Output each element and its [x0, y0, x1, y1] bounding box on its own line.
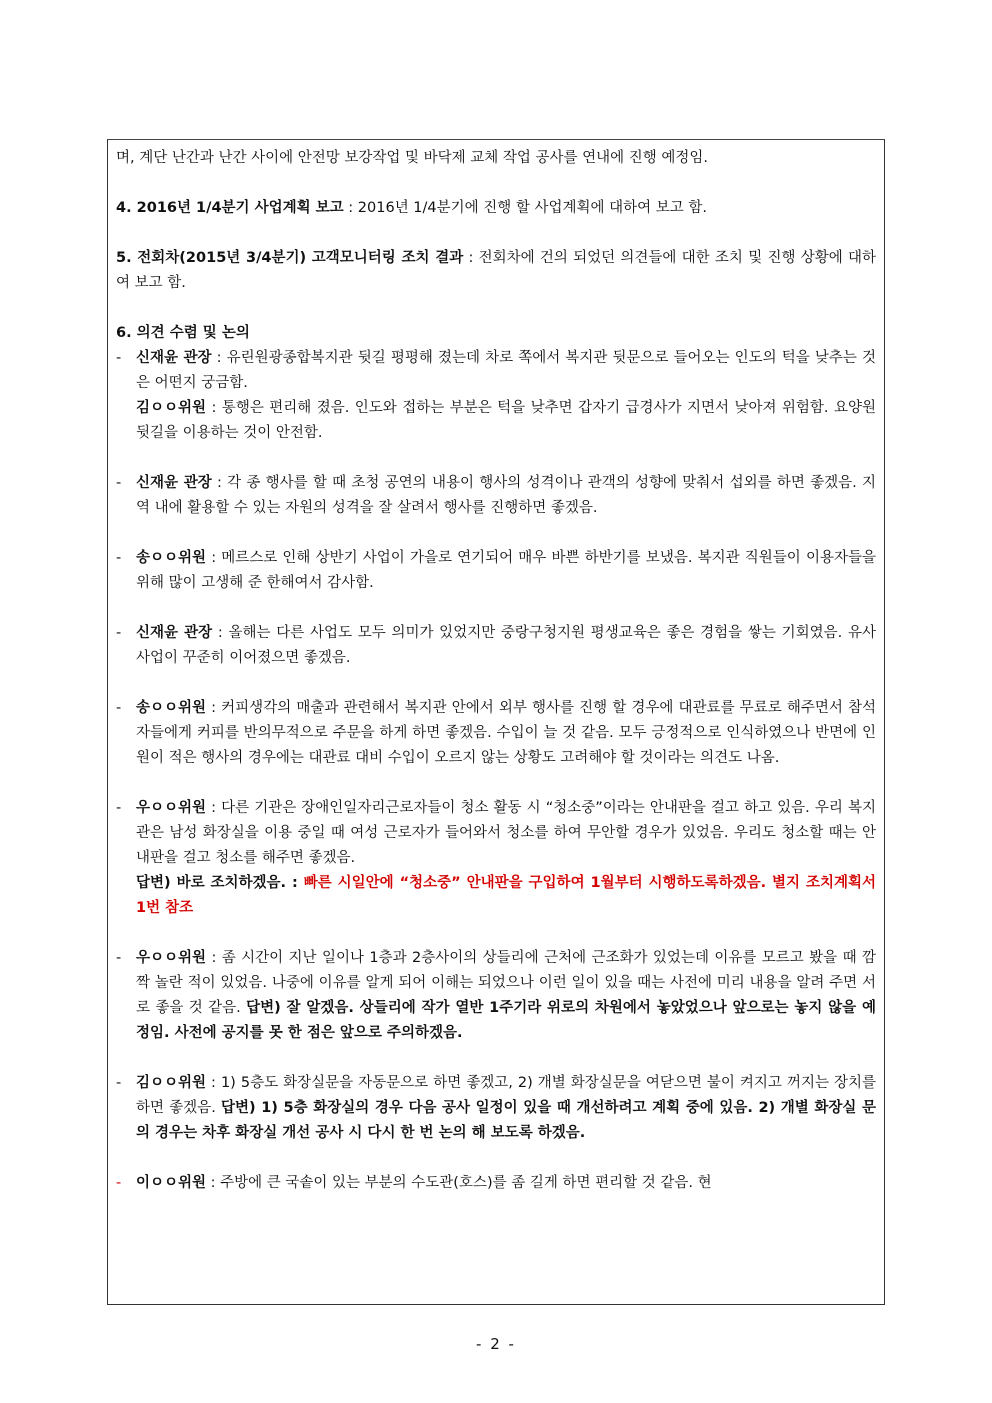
dash-marker: - — [116, 1175, 122, 1191]
page-number: - 2 - — [476, 1335, 516, 1353]
opinion-text: : 1) 5층도 화장실문을 자동문으로 하면 좋겠고, 2) 개별 화장실문을 여닫으면 불이 켜지고 꺼지는 장치를 하면 좋겠음. — [136, 1075, 876, 1116]
speaker-name: 신재윤 관장 — [136, 475, 212, 491]
dash-marker: - — [116, 700, 122, 716]
answer-text: 답변) 1) 5층 화장실의 경우 다음 공사 일정이 있을 때 개선하려고 계획 중에 있음. 2) 개별 화장실 문의 경우는 차후 화장실 개선 공사 시 다시 한 번 논의 해 보도록 하겠음. — [136, 1100, 876, 1141]
reply-text: : 통행은 편리해 졌음. 인도와 접하는 부분은 턱을 낮추면 갑자기 급경사가 지면서 낮아져 위험함. 요양원뒷길을 이용하는 것이 안전함. — [136, 400, 876, 441]
opinion-item — [116, 471, 876, 521]
intro-line: 며, 계단 난간과 난간 사이에 안전망 보강작업 및 바닥제 교체 작업 공사를 연내에 진행 예정임. — [116, 150, 709, 166]
dash-marker: - — [116, 625, 122, 641]
dash-marker: - — [116, 350, 122, 366]
opinion-text: : 좀 시간이 지난 일이나 1층과 2층사이의 상들리에 근처에 근조화가 있었는데 이유를 모르고 봤을 때 깜짝 놀란 적이 있었음. 나중에 이유를 알게 되어 이해는 되었으나 이런 일이 있을 때는 사전에 미리 내용을 알려 주면 서로 좋을 것 같음. — [136, 950, 876, 1016]
dash-marker: - — [116, 1075, 122, 1091]
section-4-text: : 2016년 1/4분기에 진행 할 사업계획에 대하여 보고 함. — [343, 200, 708, 216]
speaker-name: 신재윤 관장 — [136, 350, 212, 366]
opinion-item — [116, 346, 876, 396]
reply-speaker-name: 김ㅇㅇ위원 — [136, 400, 207, 416]
opinion-text: : 커피생각의 매출과 관련해서 복지관 안에서 외부 행사를 진행 할 경우에 대관료를 무료로 해주면서 참석자들에게 커피를 반의무적으로 주문을 하게 하면 좋겠음. 수입이 늘 것 같음. 모두 긍정적으로 인식하였으나 반면에 인원이 적은 행사의 경우에는 대관료 대비 수입이 오르지 않는 상황도 고려해야 할 것이라는 의견도 나옴. — [136, 700, 876, 766]
opinion-text: : 주방에 큰 국솥이 있는 부분의 수도관(호스)를 좀 길게 하면 편리할 것 같음. 현 — [206, 1175, 712, 1191]
section-5-text: : 전회차에 건의 되었던 의견들에 대한 조치 및 진행 상황에 대하여 보고 함. — [116, 250, 876, 291]
opinion-item — [116, 1171, 876, 1196]
document-body — [116, 146, 876, 1196]
reply-item — [116, 396, 876, 446]
speaker-name: 우ㅇㅇ위원 — [136, 950, 207, 966]
dash-marker: - — [116, 950, 122, 966]
opinion-text: : 메르스로 인해 상반기 사업이 가을로 연기되어 매우 바쁜 하반기를 보냈음. 복지관 직원들이 이용자들을 위해 많이 고생해 준 한해여서 감사함. — [136, 550, 876, 591]
opinion-text: : 각 종 행사를 할 때 초청 공연의 내용이 행사의 성격이나 관객의 성향에 맞춰서 섭외를 하면 좋겠음. 지역 내에 활용할 수 있는 자원의 성격을 잘 살려서 행사를 진행하면 좋겠음. — [136, 475, 876, 516]
answer-label: 답변) 바로 조치하겠음. : — [136, 875, 304, 891]
answer-action-text: 빠른 시일안에 “청소중” 안내판을 구입하여 1월부터 시행하도록하겠음. 별지 조치계획서 1번 참조 — [136, 875, 876, 916]
speaker-name: 김ㅇㅇ위원 — [136, 1075, 207, 1091]
section-5 — [116, 246, 876, 296]
opinion-item — [116, 796, 876, 871]
speaker-name: 우ㅇㅇ위원 — [136, 800, 207, 816]
section-6-title: 6. 의견 수렴 및 논의 — [116, 325, 250, 341]
dash-marker: - — [116, 475, 122, 491]
section-5-title: 5. 전회차(2015년 3/4분기) 고객모니터링 조치 결과 — [116, 250, 464, 266]
speaker-name: 송ㅇㅇ위원 — [136, 550, 207, 566]
section-4-title: 4. 2016년 1/4분기 사업계획 보고 — [116, 200, 344, 216]
opinion-item — [116, 546, 876, 596]
opinion-text: : 다른 기관은 장애인일자리근로자들이 청소 활동 시 “청소중”이라는 안내판을 걸고 하고 있음. 우리 복지관은 남성 화장실을 이용 중일 때 여성 근로자가 들어와서 청소를 하여 무안할 경우가 있었음. 우리도 청소할 때는 안내판을 걸고 청소를 해주면 좋겠음. — [136, 800, 876, 866]
opinion-item — [116, 946, 876, 1046]
speaker-name: 신재윤 관장 — [136, 625, 213, 641]
section-4 — [116, 196, 876, 221]
answer-item — [116, 871, 876, 921]
speaker-name: 송ㅇㅇ위원 — [136, 700, 207, 716]
answer-text: 답변) 잘 알겠음. 상들리에 작가 열반 1주기라 위로의 차원에서 놓았었으나 앞으로는 놓지 않을 예정임. 사전에 공지를 못 한 점은 앞으로 주의하겠음. — [136, 1000, 876, 1041]
dash-marker: - — [116, 800, 122, 816]
opinion-item — [116, 696, 876, 771]
dash-marker: - — [116, 550, 122, 566]
opinion-text: : 올해는 다른 사업도 모두 의미가 있었지만 중랑구청지원 평생교육은 좋은 경험을 쌓는 기회였음. 유사 사업이 꾸준히 이어졌으면 좋겠음. — [136, 625, 876, 666]
opinion-text: : 유린원광종합복지관 뒷길 평평해 졌는데 차로 쪽에서 복지관 뒷문으로 들어오는 인도의 턱을 낮추는 것은 어떤지 궁금함. — [136, 350, 876, 391]
opinion-item — [116, 1071, 876, 1146]
opinion-item — [116, 621, 876, 671]
speaker-name: 이ㅇㅇ위원 — [136, 1175, 207, 1191]
